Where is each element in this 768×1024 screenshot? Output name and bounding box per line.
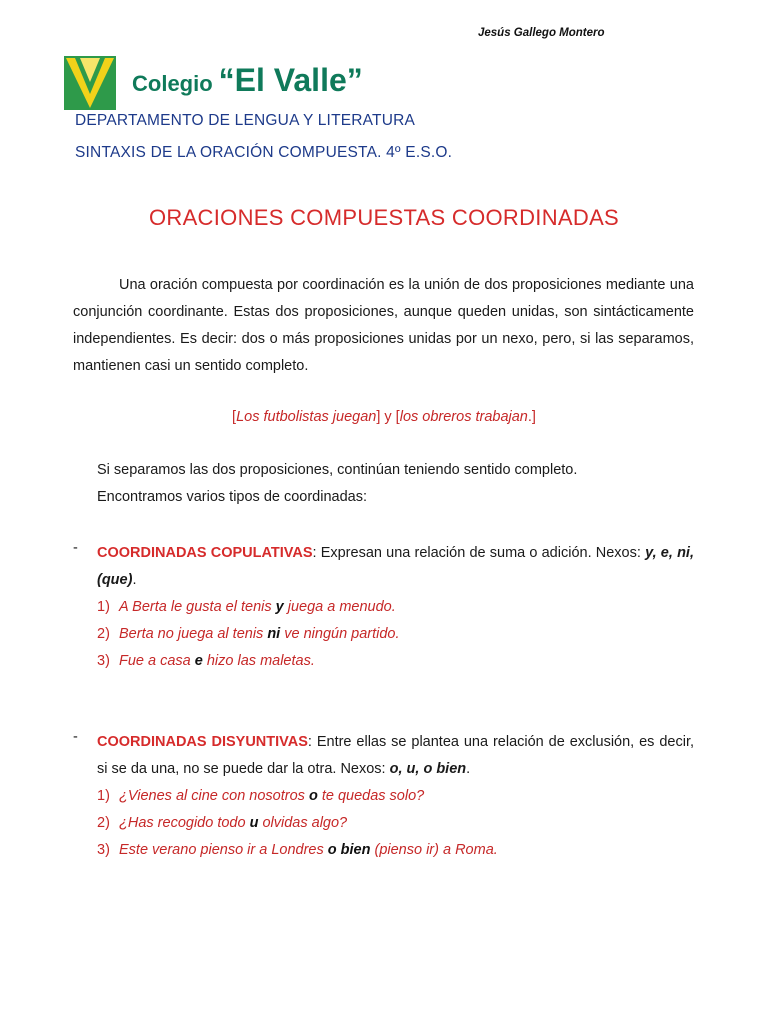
item-text: juega a menudo. xyxy=(283,599,396,615)
item-text: ¿Vienes al cine con nosotros xyxy=(119,788,309,804)
item-nexo: o xyxy=(308,788,318,804)
list-item xyxy=(97,783,694,810)
section-nexos: y, e, ni, (que) xyxy=(97,545,694,588)
author-name: Jesús Gallego Montero xyxy=(478,27,605,39)
section-description: : Entre ellas se plantea una relación de exclusión, es decir, si se da una, no se puede dar la otra. Nexos: xyxy=(97,734,694,777)
section-label: COORDINADAS COPULATIVAS xyxy=(97,545,313,561)
example-sentence xyxy=(0,409,768,425)
school-name-prefix: Colegio xyxy=(132,71,213,96)
example-list xyxy=(97,594,694,675)
item-nexo: u xyxy=(249,815,259,831)
item-nexo: y xyxy=(275,599,284,615)
item-nexo: ni xyxy=(267,626,281,642)
item-text: Berta no juega al tenis xyxy=(119,626,268,642)
school-name-main: “El Valle” xyxy=(218,62,363,98)
item-text: Este verano pienso ir a Londres xyxy=(119,842,328,858)
section-bullet: - xyxy=(73,540,78,556)
section-description: : Expresan una relación de suma o adición. Nexos: xyxy=(312,545,646,561)
example-proposition-b: los obreros trabajan xyxy=(399,409,528,425)
section-disyuntivas xyxy=(73,729,694,864)
example-bracket-open: [ xyxy=(232,409,237,425)
department-heading: DEPARTAMENTO DE LENGUA Y LITERATURA xyxy=(75,112,416,129)
school-name xyxy=(132,62,363,99)
item-text: Fue a casa xyxy=(119,653,195,669)
page-title: ORACIONES COMPUESTAS COORDINADAS xyxy=(148,205,620,230)
item-text: (pienso ir) a Roma. xyxy=(370,842,498,858)
intro-paragraph xyxy=(73,272,694,380)
item-number: 2) xyxy=(97,815,110,831)
intro-text: Una oración compuesta por coordinación es la unión de dos proposiciones mediante una conjunción coordinante. Estas dos proposiciones, aunque queden unidas, son sintácticamente independientes. Es decir: dos o más proposiciones unidas por un nexo, pero, si las separamos, mantienen casi un sentido completo. xyxy=(73,277,694,374)
item-number: 3) xyxy=(97,653,110,669)
list-item xyxy=(97,621,694,648)
section-nexos: o, u, o bien xyxy=(389,761,467,777)
item-nexo: e xyxy=(194,653,203,669)
list-item xyxy=(97,810,694,837)
explanation-line-2: Encontramos varios tipos de coordinadas: xyxy=(97,489,368,505)
section-label: COORDINADAS DISYUNTIVAS xyxy=(97,734,308,750)
item-text: ¿Has recogido todo xyxy=(119,815,250,831)
list-item xyxy=(97,837,694,864)
section-heading xyxy=(97,540,694,594)
example-connector: ] y [ xyxy=(376,409,400,425)
item-text: ve ningún partido. xyxy=(280,626,400,642)
item-text: te quedas solo? xyxy=(317,788,425,804)
section-copulativas xyxy=(73,540,694,675)
example-bracket-close: .] xyxy=(527,409,536,425)
example-list xyxy=(97,783,694,864)
list-item xyxy=(97,594,694,621)
item-text: olvidas algo? xyxy=(258,815,348,831)
subject-heading: SINTAXIS DE LA ORACIÓN COMPUESTA. 4º E.S.O. xyxy=(75,144,453,161)
example-proposition-a: Los futbolistas juegan xyxy=(236,409,377,425)
item-text: A Berta le gusta el tenis xyxy=(119,599,276,615)
item-number: 3) xyxy=(97,842,110,858)
item-number: 1) xyxy=(97,788,110,804)
section-bullet: - xyxy=(73,729,78,745)
list-item xyxy=(97,648,694,675)
item-text: hizo las maletas. xyxy=(202,653,315,669)
item-number: 2) xyxy=(97,626,110,642)
item-number: 1) xyxy=(97,599,110,615)
section-end: . xyxy=(466,761,471,777)
section-heading xyxy=(97,729,694,783)
explanation-line-1: Si separamos las dos proposiciones, continúan teniendo sentido completo. xyxy=(97,462,578,478)
school-logo-icon xyxy=(64,56,116,110)
school-logo xyxy=(64,56,484,110)
item-nexo: o bien xyxy=(327,842,371,858)
section-end: . xyxy=(132,572,137,588)
